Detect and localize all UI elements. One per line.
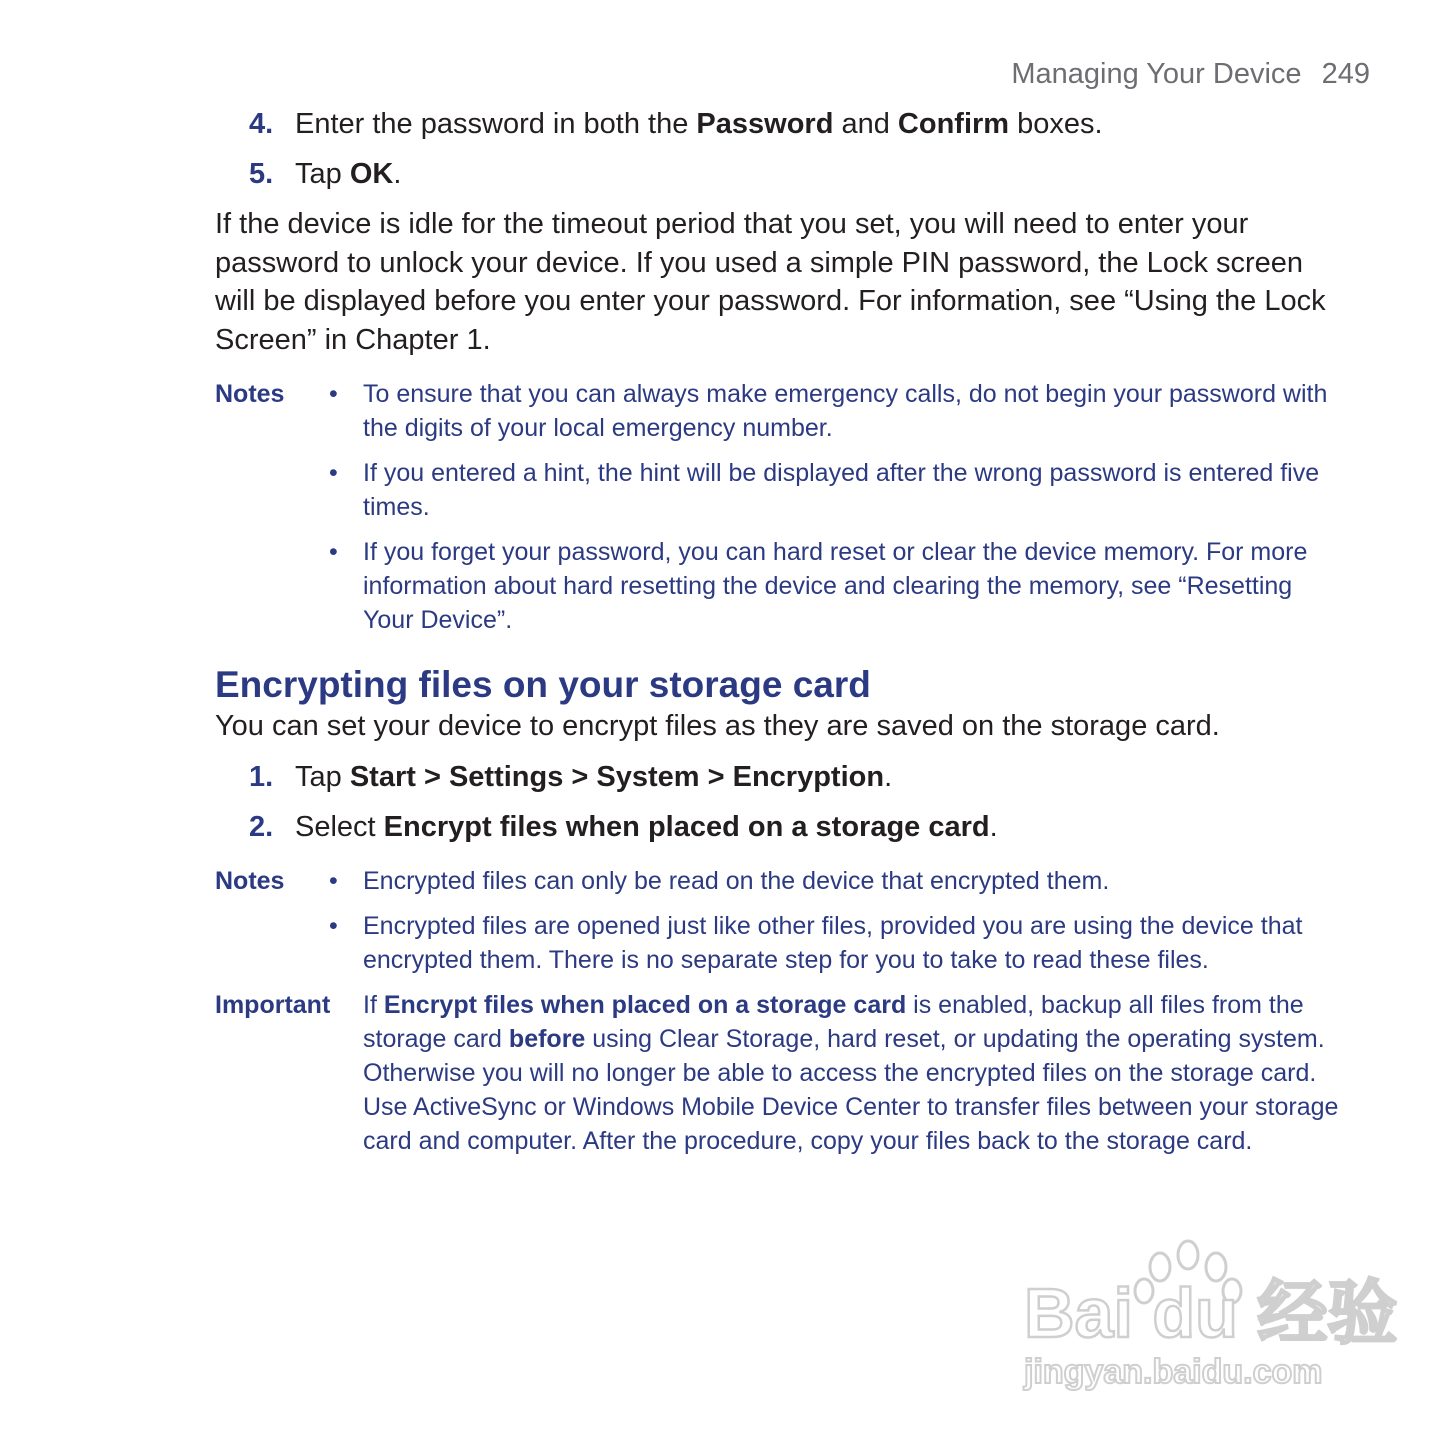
- ui-path-encryption: Start > Settings > System > Encryption: [349, 760, 885, 793]
- note-item: • To ensure that you can always make emergency calls, do not begin your password with the digits of your local emergency number.: [363, 377, 1340, 445]
- notes-list: [215, 377, 1340, 637]
- ui-term-confirm: Confirm: [897, 108, 1010, 140]
- ui-option-encrypt: Encrypt files when placed on a storage card: [383, 990, 907, 1019]
- step-2: [215, 808, 1340, 846]
- header-title: Managing Your Device: [1011, 58, 1302, 90]
- step-text: Select Encrypt files when placed on a storage card.: [295, 810, 998, 843]
- bullet-icon: •: [329, 866, 338, 895]
- notes-label: Notes: [215, 380, 285, 408]
- important-callout: [215, 988, 1340, 1158]
- watermark-logo-text: Bai du 经验: [1024, 1274, 1398, 1352]
- note-item: • If you forget your password, you can hard reset or clear the device memory. For more information about hard resetting the device and clearing the memory, see “Resetting Your Device”.: [363, 535, 1340, 637]
- notes-encryption: [215, 864, 1340, 977]
- bullet-icon: •: [329, 911, 338, 940]
- baidu-jingyan-watermark: [1020, 1225, 1398, 1395]
- lock-paragraph: If the device is idle for the timeout period that you set, you will need to enter your password to unlock your device. If you used a simple PIN password, the Lock screen will be displayed before you enter your password. For information, see “Using the Lock Screen” in Chapter 1.: [215, 208, 1326, 356]
- step-text: Tap OK.: [295, 158, 402, 190]
- bullet-icon: •: [329, 380, 338, 408]
- step-text: Tap Start > Settings > System > Encryption.: [295, 760, 893, 793]
- important-label: Important: [215, 990, 331, 1019]
- ui-term-ok: OK: [349, 158, 394, 190]
- page-content: [215, 105, 1340, 1158]
- page-number: 249: [1321, 58, 1370, 90]
- section-title: Encrypting files on your storage card: [215, 664, 871, 705]
- section-intro: You can set your device to encrypt files as they are saved on the storage card.: [215, 710, 1220, 742]
- step-1: [215, 758, 1340, 796]
- note-item: • Encrypted files are opened just like other files, provided you are using the device that encrypted them. There is no separate step for you to take to read these files.: [363, 909, 1340, 977]
- note-item: • Encrypted files can only be read on the device that encrypted them.: [363, 864, 1340, 898]
- step-number: 4.: [249, 108, 274, 140]
- ui-option-encrypt: Encrypt files when placed on a storage card: [383, 810, 990, 843]
- watermark-site-text: jingyan.baidu.com: [1024, 1353, 1323, 1391]
- step-number: 1.: [249, 760, 274, 793]
- note-item: • If you entered a hint, the hint will be displayed after the wrong password is entered five times.: [363, 456, 1340, 524]
- step-text: Enter the password in both the Password and Confirm boxes.: [295, 108, 1103, 140]
- notes-label: Notes: [215, 866, 285, 895]
- step-number: 5.: [249, 158, 274, 190]
- bullet-icon: •: [329, 459, 338, 487]
- notes-password: [215, 377, 1340, 637]
- bullet-icon: •: [329, 538, 338, 566]
- step-number: 2.: [249, 810, 274, 843]
- step-4: [215, 105, 1340, 143]
- important-text: If Encrypt files when placed on a storage card is enabled, backup all files from the storage card before using Clear Storage, hard reset, or updating the operating system. Otherwise you will no longer be able to access the encrypted files on the storage card. Use ActiveSync or Windows Mobile Device Center to transfer files between your storage card and computer. After the procedure, copy your files back to the storage card.: [363, 990, 1339, 1155]
- ui-term-password: Password: [696, 108, 834, 140]
- notes-list: [215, 864, 1340, 977]
- running-header: [1011, 58, 1370, 91]
- emphasis-before: before: [508, 1024, 586, 1053]
- step-5: [215, 155, 1340, 193]
